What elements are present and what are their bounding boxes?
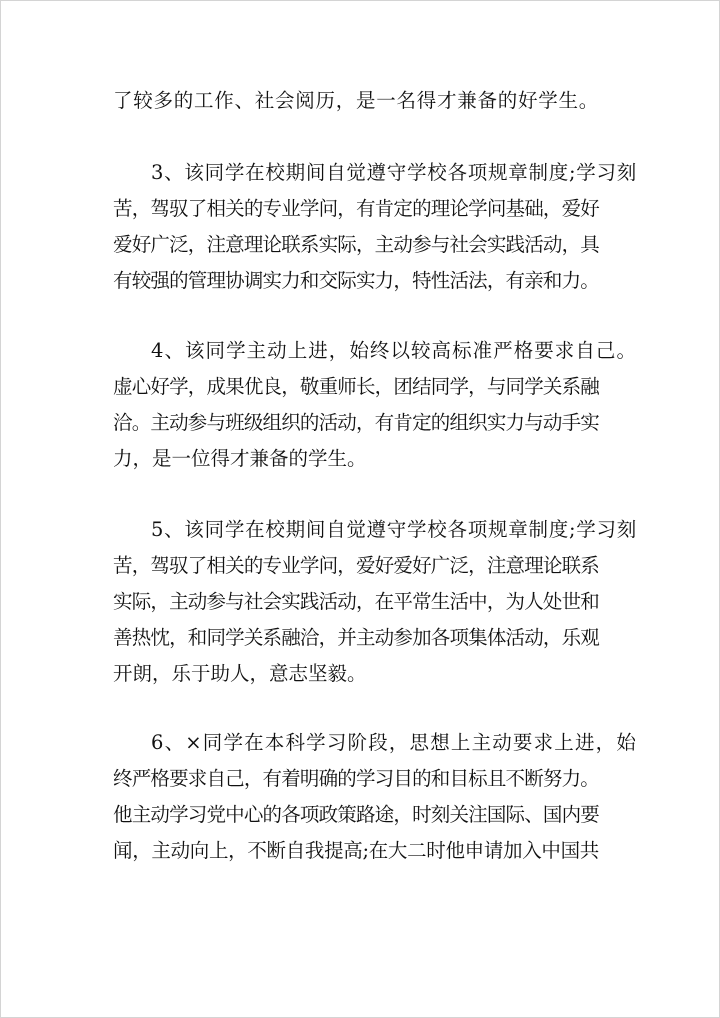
paragraph-line: 洽。主动参与班级组织的活动，有肯定的组织实力与动手实 xyxy=(113,411,599,434)
paragraph-line: 实际，主动参与社会实践活动，在平常生活中，为人处世和 xyxy=(113,590,599,613)
paragraph-line: 有较强的管理协调实力和交际实力，特性活法，有亲和力。 xyxy=(113,269,599,292)
paragraph-line: 苦，驾驭了相关的专业学问，有肯定的理论学问基础，爱好 xyxy=(113,197,599,220)
paragraph-line: 终严格要求自己，有着明确的学习目的和目标且不断努力。 xyxy=(113,767,599,790)
paragraph-line: 爱好广泛，注意理论联系实际，主动参与社会实践活动，具 xyxy=(113,233,599,256)
paragraph-line: 3、该同学在校期间自觉遵守学校各项规章制度;学习刻 xyxy=(151,161,637,184)
paragraph-line: 苦，驾驭了相关的专业学问，爱好爱好广泛，注意理论联系 xyxy=(113,554,599,577)
paragraph-line: 闻，主动向上，不断自我提高;在大二时他申请加入中国共 xyxy=(113,839,599,862)
paragraph-line: 力，是一位得才兼备的学生。 xyxy=(113,447,367,470)
paragraph-line: 4、该同学主动上进，始终以较高标准严格要求自己。 xyxy=(151,339,637,362)
paragraph-line: 善热忱，和同学关系融洽，并主动参加各项集体活动，乐观 xyxy=(113,626,599,649)
paragraph-line: 了较多的工作、社会阅历，是一名得才兼备的好学生。 xyxy=(113,89,599,112)
paragraph-line: 他主动学习党中心的各项政策路途，时刻关注国际、国内要 xyxy=(113,803,599,826)
paragraph-line: 开朗，乐于助人，意志坚毅。 xyxy=(113,662,367,685)
paragraph-line: 6、×同学在本科学习阶段，思想上主动要求上进，始 xyxy=(151,731,637,754)
paragraph-line: 虚心好学，成果优良，敬重师长，团结同学，与同学关系融 xyxy=(113,375,599,398)
paragraph-line: 5、该同学在校期间自觉遵守学校各项规章制度;学习刻 xyxy=(151,518,637,541)
